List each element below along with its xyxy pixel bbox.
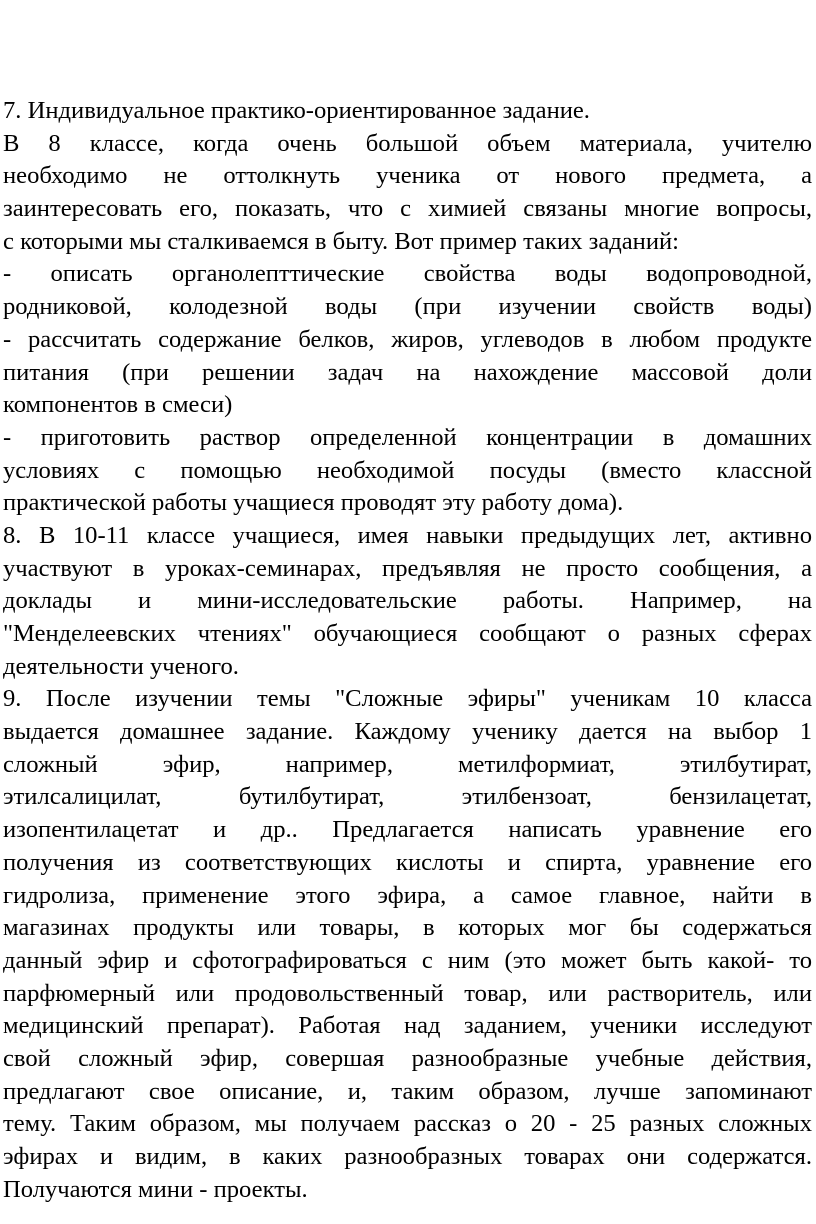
text-line: В 8 классе, когда очень большой объем материала, учителю [3, 129, 812, 157]
text-line: участвуют в уроках-семинарах, предъявляя не просто сообщения, а [3, 554, 812, 582]
document-body [3, 95, 812, 1206]
text-line: доклады и мини-исследовательские работы. Например, на [3, 587, 812, 615]
text-line: медицинский препарат). Работая над заданием, ученики исследуют [3, 1012, 812, 1040]
text-line: сложный эфир, например, метилформиат, этилбутират, [3, 750, 812, 778]
text-line: Получаются мини - проекты. [3, 1175, 308, 1203]
text-line: получения из соответствующих кислоты и спирта, уравнение его [3, 848, 812, 876]
text-line: эфирах и видим, в каких разнообразных товарах они содержатся. [3, 1143, 812, 1170]
list-item-line: практической работы учащиеся проводят эту работу дома). [3, 489, 624, 517]
text-line: заинтересовать его, показать, что с химией связаны многие вопросы, [3, 195, 812, 223]
text-line: магазинах продукты или товары, в которых мог бы содержаться [3, 914, 812, 942]
list-item-line: родниковой, колодезной воды (при изучении свойств воды) [3, 293, 812, 321]
text-line: "Менделеевских чтениях" обучающиеся сообщают о разных сферах [3, 620, 812, 647]
text-line: изопентилацетат и др.. Предлагается написать уравнение его [3, 816, 812, 844]
list-item-line: - описать органолепттические свойства воды водопроводной, [3, 260, 812, 288]
text-line: необходимо не оттолкнуть ученика от нового предмета, а [3, 162, 812, 190]
heading-item-7: 7. Индивидуальное практико-ориентированное задание. [3, 97, 590, 124]
text-line: парфюмерный или продовольственный товар, или растворитель, или [3, 979, 812, 1007]
heading-item-8: 8. В 10-11 классе учащиеся, имея навыки предыдущих лет, активно [3, 521, 812, 549]
text-line: предлагают свое описание, и, таким образом, лучше запоминают [3, 1077, 812, 1105]
text-line: данный эфир и сфотографироваться с ним (это может быть какой- то [3, 946, 812, 974]
text-line: с которыми мы сталкиваемся в быту. Вот пример таких заданий: [3, 227, 679, 255]
text-line: тему. Таким образом, мы получаем рассказ о 20 - 25 разных сложных [3, 1110, 812, 1138]
list-item-line: - приготовить раствор определенной концентрации в домашних [3, 423, 812, 451]
list-item-line: условиях с помощью необходимой посуды (вместо классной [3, 456, 812, 484]
list-item-line: питания (при решении задач на нахождение массовой доли [3, 358, 812, 386]
text-line: свой сложный эфир, совершая разнообразные учебные действия, [3, 1044, 812, 1072]
list-item-line: компонентов в смеси) [3, 391, 233, 419]
heading-item-9: 9. После изучении темы "Сложные эфиры" ученикам 10 класса [3, 685, 812, 713]
text-line: деятельности ученого. [3, 652, 239, 680]
list-item-line: - рассчитать содержание белков, жиров, углеводов в любом продукте [3, 325, 812, 353]
text-line: выдается домашнее задание. Каждому ученику дается на выбор 1 [3, 718, 812, 746]
text-line: этилсалицилат, бутилбутират, этилбензоат, бензилацетат, [3, 783, 812, 811]
text-line: гидролиза, применение этого эфира, а самое главное, найти в [3, 881, 812, 909]
